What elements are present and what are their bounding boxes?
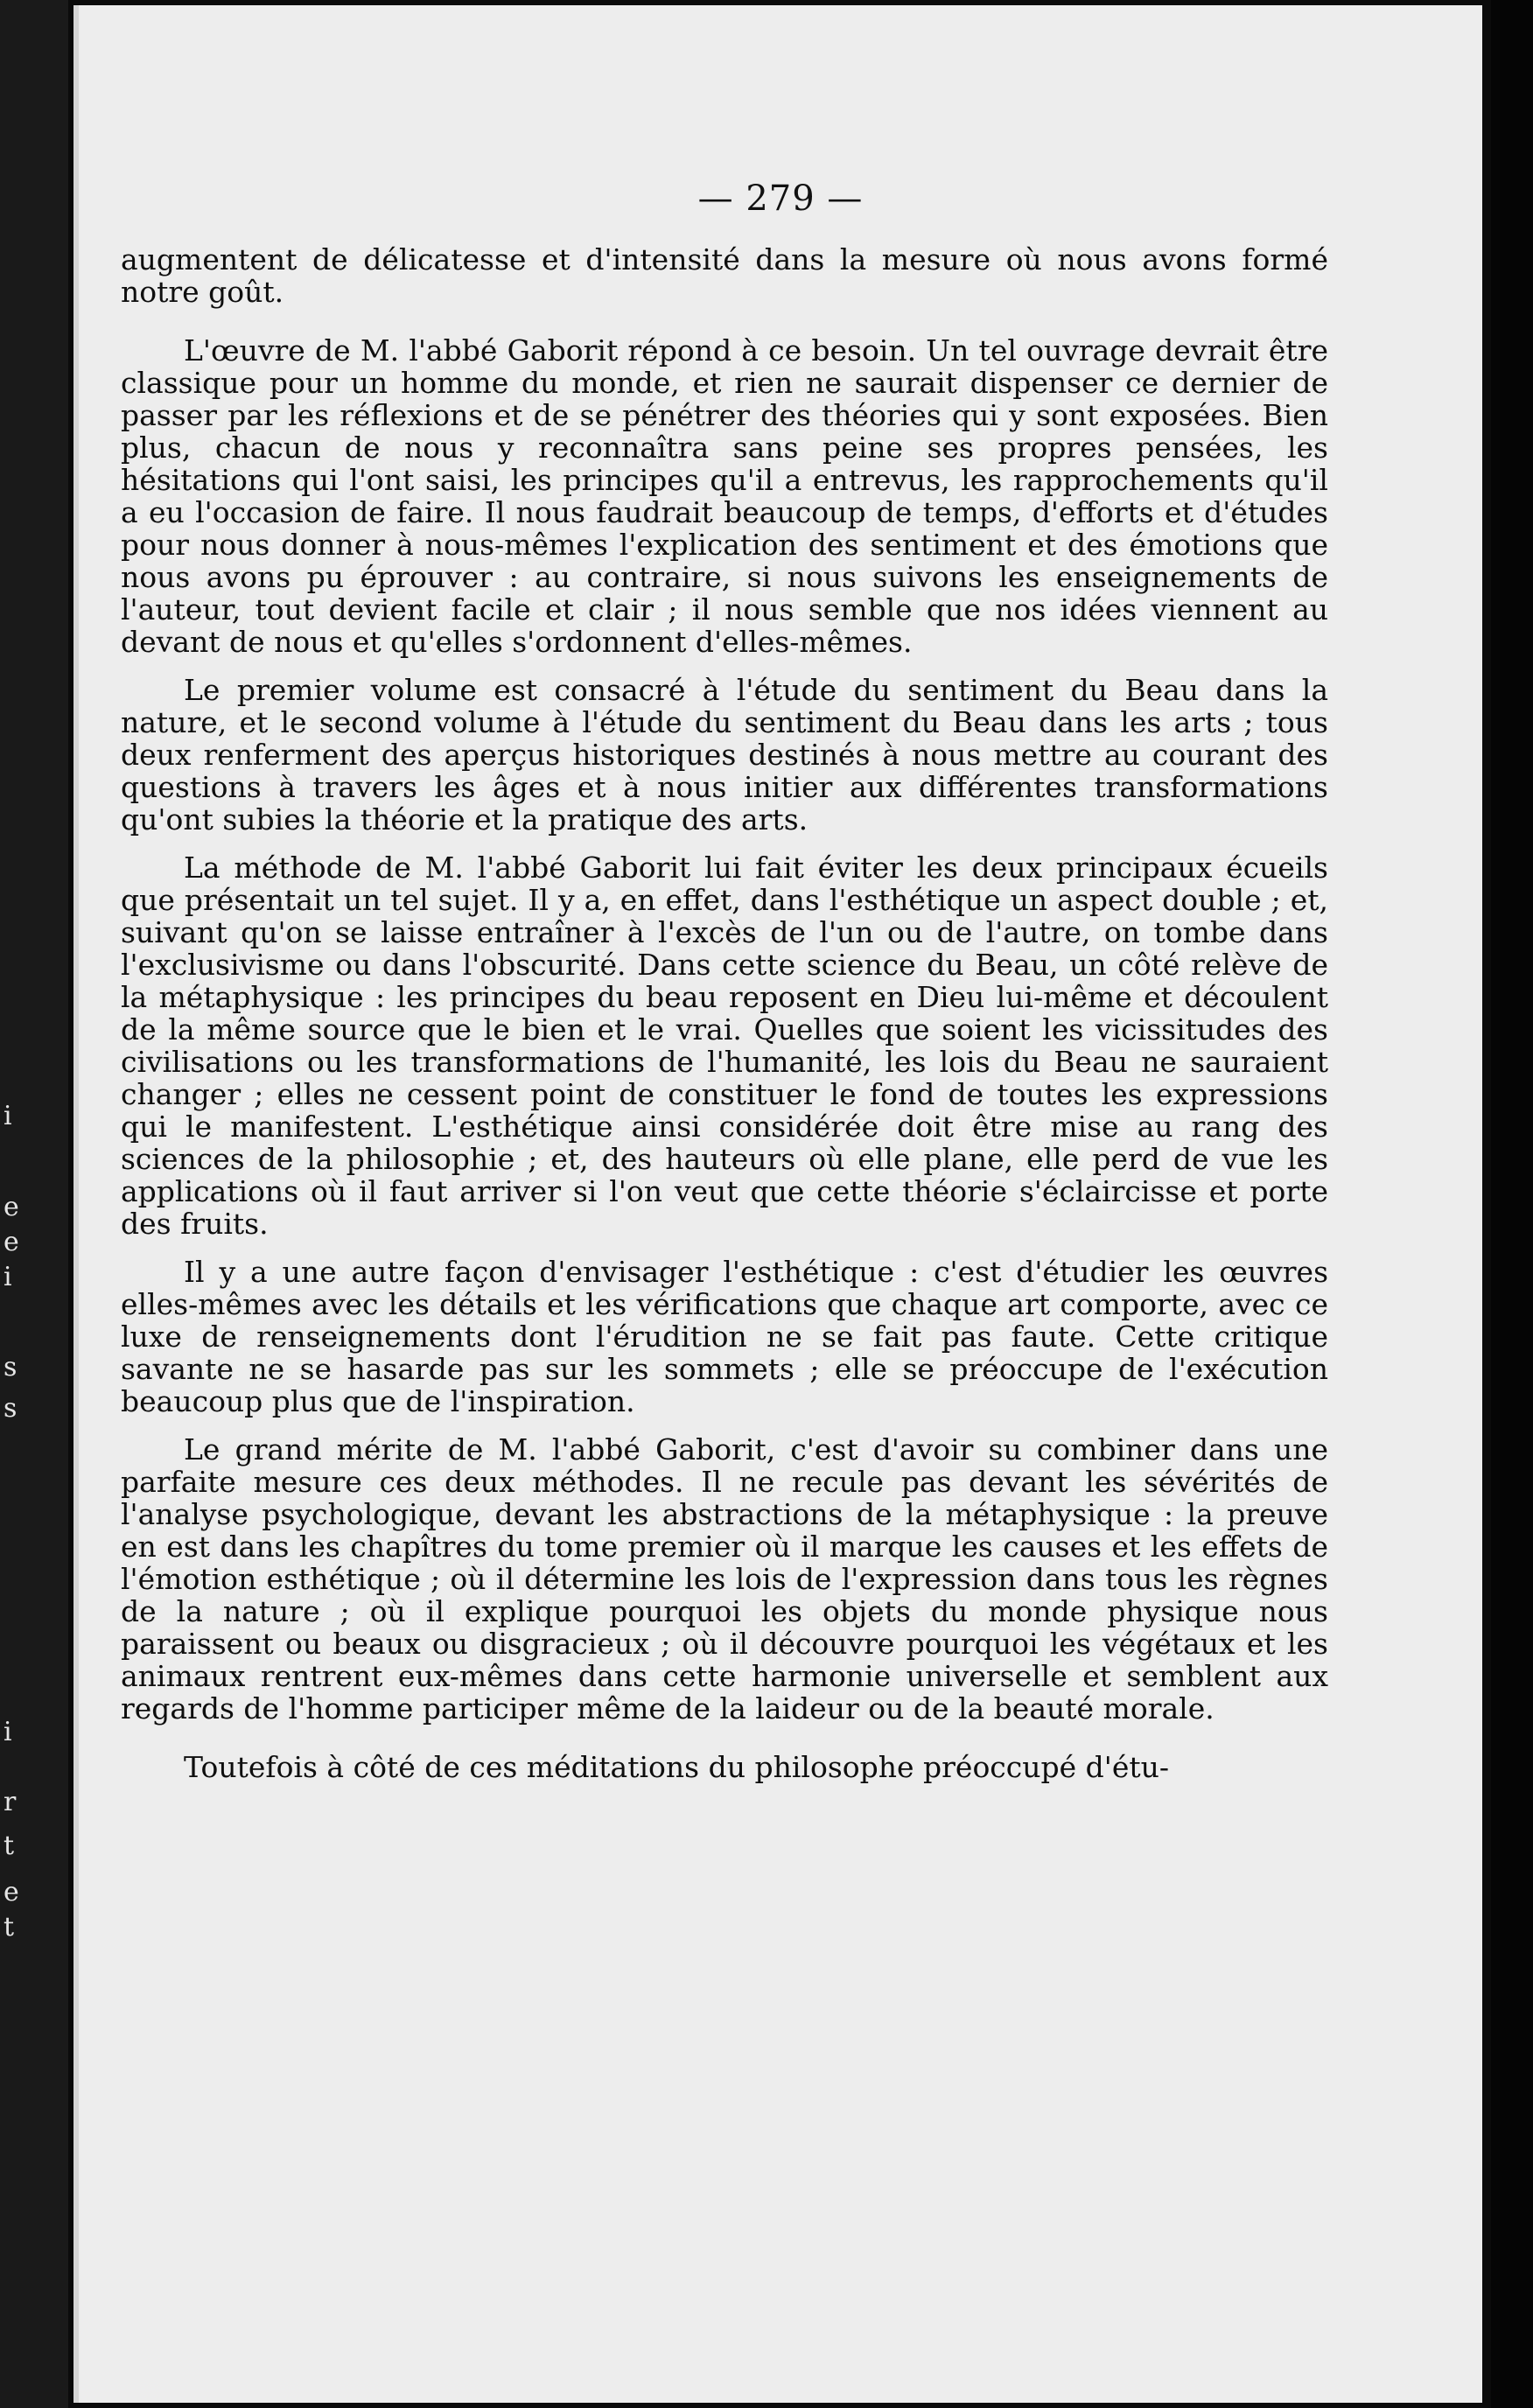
paragraph: La méthode de M. l'abbé Gaborit lui fait éviter les deux principaux écueils que présentait un tel sujet. Il y a, en effet, dans l'esthétique un aspect double ; et, suivant qu'on se laisse entraîner à l'excès de l'un ou de l'autre, on tombe dans l'exclusivisme ou dans l'obscurité. Dans cette science du Beau, un côté relève de la métaphysique : les principes du beau reposent en Dieu lui-même et découlent de la même source que le bien et le vrai. Quelles que soient les vicissitudes des civilisations ou les transformations de l'humanité, les lois du Beau ne sauraient changer ; elles ne cessent point de constituer le fond de toutes les expressions qui le manifestent. L'esthétique ainsi considérée doit être mise au rang des sciences de la philosophie ; et, des hauteurs où elle plane, elle perd de vue les applications où il faut arriver si l'on veut que cette théorie s'éclaircisse et porte des fruits. bbox=[121, 850, 1328, 1241]
gutter-mark: s bbox=[4, 1352, 18, 1382]
gutter-mark: s bbox=[4, 1393, 18, 1424]
book-page bbox=[74, 5, 1482, 2403]
page-number: — 279 — bbox=[697, 178, 864, 219]
gutter-mark: i bbox=[4, 1262, 12, 1292]
gutter-mark: i bbox=[4, 1101, 12, 1131]
scan-right-border bbox=[1491, 0, 1533, 2408]
gutter-mark: e bbox=[4, 1227, 19, 1257]
gutter-mark: e bbox=[4, 1192, 19, 1222]
paragraph: Il y a une autre façon d'envisager l'esthétique : c'est d'étudier les œuvres elles-mêmes avec les détails et les vérifications que chaque art comporte, avec ce luxe de renseignements dont l'érudition ne se fait pas faute. Cette critique savante ne se hasarde pas sur les sommets ; elle se préoccupe de l'exécution beaucoup plus que de l'inspiration. bbox=[121, 1255, 1328, 1418]
gutter-mark: t bbox=[4, 1912, 15, 1942]
paragraph: Le grand mérite de M. l'abbé Gaborit, c'est d'avoir su combiner dans une parfaite mesure ces deux méthodes. Il ne recule pas devant les sévérités de l'analyse psychologique, devant les abstractions de la métaphysique : la preuve en est dans les chapîtres du tome premier où il marque les causes et les effets de l'émotion esthétique ; où il détermine les lois de l'expression dans tous les règnes de la nature ; où il explique pourquoi les objets du monde physique nous paraissent ou beaux ou disgracieux ; où il découvre pourquoi les végétaux et les animaux rentrent eux-mêmes dans cette harmonie universelle et semblent aux regards de l'homme participer même de la laideur ou de la beauté morale. bbox=[121, 1432, 1328, 1726]
gutter-mark: e bbox=[4, 1877, 19, 1908]
gutter-mark: r bbox=[4, 1787, 17, 1817]
body-text bbox=[121, 243, 1328, 1799]
facing-page-gutter bbox=[4, 0, 38, 2408]
gutter-mark: i bbox=[4, 1717, 12, 1747]
gutter-mark: t bbox=[4, 1830, 15, 1861]
paragraph: L'œuvre de M. l'abbé Gaborit répond à ce besoin. Un tel ouvrage devrait être classique pour un homme du monde, et rien ne saurait dispenser ce dernier de passer par les réflexions et de se pénétrer des théories qui y sont exposées. Bien plus, chacun de nous y reconnaîtra sans peine ses propres pensées, les hésitations qui l'ont saisi, les principes qu'il a entrevus, les rapprochements qu'il a eu l'occasion de faire. Il nous faudrait beaucoup de temps, d'efforts et d'études pour nous donner à nous-mêmes l'explication des sentiment et des émotions que nous avons pu éprouver : au contraire, si nous suivons les enseignements de l'auteur, tout devient facile et clair ; il nous semble que nos idées viennent au devant de nous et qu'elles s'ordonnent d'elles-mêmes. bbox=[121, 333, 1328, 659]
paragraph: Toutefois à côté de ces méditations du philosophe préoccupé d'étu- bbox=[184, 1750, 1170, 1784]
paragraph: Le premier volume est consacré à l'étude du sentiment du Beau dans la nature, et le second volume à l'étude du sentiment du Beau dans les arts ; tous deux renferment des aperçus historiques destinés à nous mettre au courant des questions à travers les âges et à nous initier aux différentes transformations qu'ont subies la théorie et la pratique des arts. bbox=[121, 673, 1328, 836]
paragraph: augmentent de délicatesse et d'intensité dans la mesure où nous avons formé notre goût. bbox=[121, 242, 1328, 309]
